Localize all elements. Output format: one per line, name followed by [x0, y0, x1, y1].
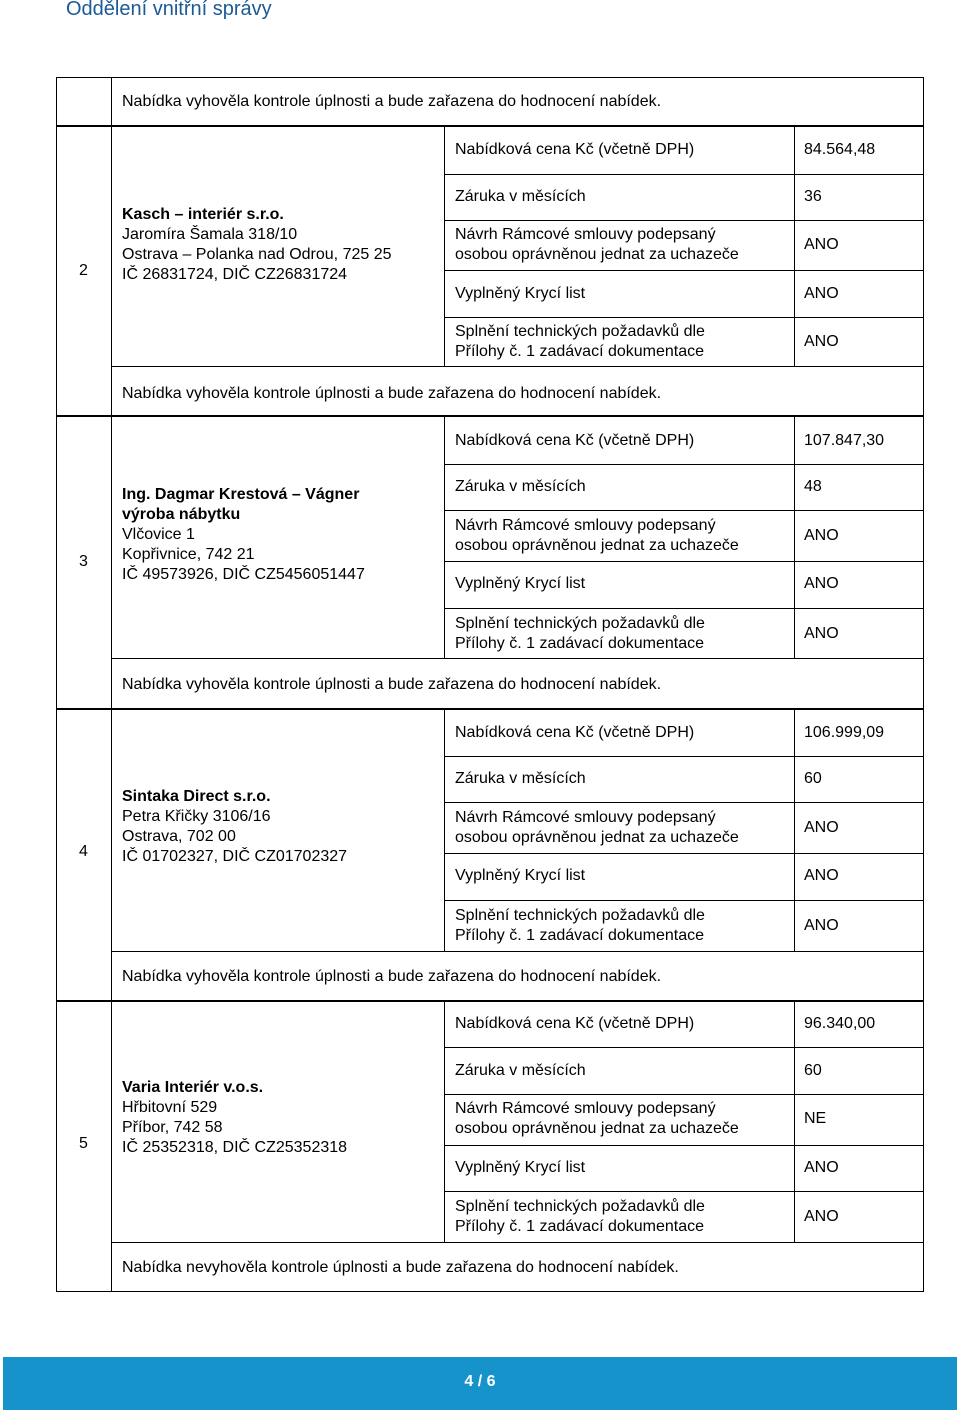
criterion-label: Nabídková cena Kč (včetně DPH): [455, 1015, 695, 1032]
criterion-label: Vyplněný Krycí list: [455, 285, 586, 302]
criterion-label: osobou oprávněnou jednat za uchazeče: [455, 246, 739, 263]
criterion-label: Splnění technických požadavků dle: [455, 323, 705, 340]
criterion-label: Návrh Rámcové smlouvy podepsaný: [455, 517, 716, 534]
criterion-value: 48: [804, 478, 822, 495]
company-address: Ostrava, 702 00: [122, 828, 236, 845]
company-address: Kopřivnice, 742 21: [122, 546, 255, 563]
bid-number: 2: [79, 262, 88, 279]
company-name-line2: výroba nábytku: [122, 506, 241, 523]
criterion-label: Přílohy č. 1 zadávací dokumentace: [455, 1218, 705, 1235]
company-address: IČ 26831724, DIČ CZ26831724: [122, 266, 348, 283]
criterion-value: 106.999,09: [804, 724, 885, 741]
company-name: Ing. Dagmar Krestová – Vágner: [122, 486, 360, 503]
verdict: Nabídka vyhověla kontrole úplnosti a bude zařazena do hodnocení nabídek.: [122, 676, 662, 693]
criterion-value: 36: [804, 188, 822, 205]
criterion-value: 60: [804, 1062, 822, 1079]
company-address: Vlčovice 1: [122, 526, 195, 543]
criterion-value: ANO: [804, 333, 839, 350]
verdict: Nabídka vyhověla kontrole úplnosti a bude zařazena do hodnocení nabídek.: [122, 968, 662, 985]
criterion-label: Nabídková cena Kč (včetně DPH): [455, 141, 695, 158]
criterion-label: Nabídková cena Kč (včetně DPH): [455, 432, 695, 449]
criterion-label: Záruka v měsících: [455, 188, 586, 205]
criterion-value: NE: [804, 1110, 827, 1127]
criterion-label: Záruka v měsících: [455, 1062, 586, 1079]
criterion-value: ANO: [804, 819, 839, 836]
criterion-label: osobou oprávněnou jednat za uchazeče: [455, 829, 739, 846]
criterion-value: ANO: [804, 575, 839, 592]
criterion-label: Vyplněný Krycí list: [455, 867, 586, 884]
page-header-title: Oddělení vnitřní správy: [66, 0, 272, 20]
company-name: Sintaka Direct s.r.o.: [122, 788, 271, 805]
criterion-label: Přílohy č. 1 zadávací dokumentace: [455, 635, 705, 652]
criterion-label: Přílohy č. 1 zadávací dokumentace: [455, 927, 705, 944]
criterion-value: ANO: [804, 1208, 839, 1225]
verdict: Nabídka nevyhověla kontrole úplnosti a bude zařazena do hodnocení nabídek.: [122, 1259, 679, 1276]
criterion-label: Přílohy č. 1 zadávací dokumentace: [455, 343, 705, 360]
criterion-value: ANO: [804, 867, 839, 884]
criterion-label: Splnění technických požadavků dle: [455, 1198, 705, 1215]
criterion-label: Záruka v měsících: [455, 478, 586, 495]
page-number: 4 / 6: [464, 1373, 496, 1390]
bid-number: 3: [79, 553, 88, 570]
company-address: Hřbitovní 529: [122, 1099, 218, 1116]
bid-number: 4: [79, 843, 88, 860]
company-name: Kasch – interiér s.r.o.: [122, 206, 284, 223]
bid-company: [122, 1078, 347, 1158]
criterion-label: Vyplněný Krycí list: [455, 1159, 586, 1176]
company-address: Jaromíra Šamala 318/10: [122, 226, 298, 243]
company-address: IČ 01702327, DIČ CZ01702327: [122, 848, 348, 865]
page-footer: [3, 1357, 957, 1410]
bid-company: [122, 205, 392, 285]
criterion-label: Vyplněný Krycí list: [455, 575, 586, 592]
criterion-label: Návrh Rámcové smlouvy podepsaný: [455, 1100, 716, 1117]
criterion-label: osobou oprávněnou jednat za uchazeče: [455, 1120, 739, 1137]
criterion-label: osobou oprávněnou jednat za uchazeče: [455, 537, 739, 554]
criterion-label: Návrh Rámcové smlouvy podepsaný: [455, 809, 716, 826]
criterion-value: 60: [804, 770, 822, 787]
criterion-label: Záruka v měsících: [455, 770, 586, 787]
bid-number: 5: [79, 1135, 88, 1152]
criterion-label: Splnění technických požadavků dle: [455, 907, 705, 924]
criterion-value: ANO: [804, 285, 839, 302]
criterion-value: 84.564,48: [804, 141, 876, 158]
criterion-value: ANO: [804, 527, 839, 544]
criterion-value: ANO: [804, 917, 839, 934]
criterion-value: ANO: [804, 625, 839, 642]
company-address: Příbor, 742 58: [122, 1119, 223, 1136]
verdict-top: Nabídka vyhověla kontrole úplnosti a bude zařazena do hodnocení nabídek.: [122, 93, 662, 110]
bid-company: [122, 485, 365, 585]
criterion-value: 96.340,00: [804, 1015, 876, 1032]
criterion-value: ANO: [804, 236, 839, 253]
company-name: Varia Interiér v.o.s.: [122, 1079, 264, 1096]
criterion-label: Návrh Rámcové smlouvy podepsaný: [455, 226, 716, 243]
company-address: Ostrava – Polanka nad Odrou, 725 25: [122, 246, 392, 263]
company-address: Petra Křičky 3106/16: [122, 808, 271, 825]
criterion-label: Splnění technických požadavků dle: [455, 615, 705, 632]
company-address: IČ 25352318, DIČ CZ25352318: [122, 1139, 348, 1156]
bid-company: [122, 787, 347, 867]
company-address: IČ 49573926, DIČ CZ5456051447: [122, 566, 365, 583]
criterion-value: ANO: [804, 1159, 839, 1176]
criterion-value: 107.847,30: [804, 432, 885, 449]
verdict: Nabídka vyhověla kontrole úplnosti a bude zařazena do hodnocení nabídek.: [122, 385, 662, 402]
criterion-label: Nabídková cena Kč (včetně DPH): [455, 724, 695, 741]
